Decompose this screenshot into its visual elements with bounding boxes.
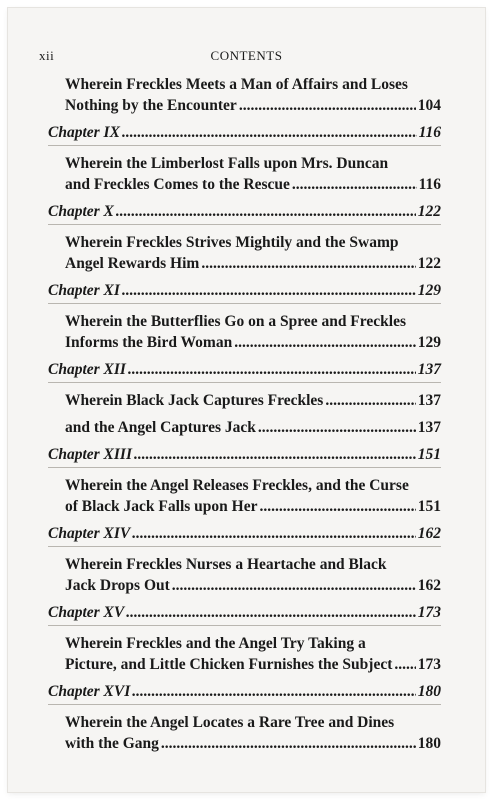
entry-text: Wherein the Angel Locates a Rare Tree and Dines xyxy=(65,714,395,731)
entry-text: Nothing by the Encounter xyxy=(65,97,237,114)
toc-entry xyxy=(65,475,441,517)
dot-leader xyxy=(292,174,417,195)
dot-leader xyxy=(128,359,416,380)
toc-entry xyxy=(65,232,441,274)
entry-page-number: 162 xyxy=(417,577,441,594)
toc-entry xyxy=(65,633,441,675)
dot-leader xyxy=(132,523,415,544)
entry-text: of Black Jack Falls upon Her xyxy=(65,498,258,515)
dot-leader xyxy=(239,95,416,116)
entry-text: Wherein the Butterflies Go on a Spree and Freckles xyxy=(65,313,406,330)
chapter-title: Chapter XVI xyxy=(48,683,131,700)
toc-entry-line xyxy=(65,496,441,517)
toc-chapter-heading xyxy=(48,201,441,225)
toc-entry xyxy=(65,417,441,438)
toc-entry xyxy=(65,311,441,353)
dot-leader xyxy=(161,733,416,754)
toc-chapter-heading xyxy=(48,681,441,705)
toc-entry xyxy=(65,390,441,411)
toc-entry-line xyxy=(65,712,441,733)
entry-text: Wherein Freckles and the Angel Try Taking a xyxy=(65,635,366,652)
toc-chapter-heading xyxy=(48,122,441,146)
entry-text: Wherein Black Jack Captures Freckles xyxy=(65,392,324,409)
dot-leader xyxy=(234,332,416,353)
entry-page-number: 173 xyxy=(417,656,441,673)
dot-leader xyxy=(126,602,416,623)
entry-text: Wherein Freckles Meets a Man of Affairs and Loses xyxy=(65,76,408,93)
chapter-title: Chapter XV xyxy=(48,604,125,621)
toc-entry-line xyxy=(65,417,441,438)
toc-entry-line xyxy=(65,575,441,596)
running-head: CONTENTS xyxy=(210,48,283,63)
book-page xyxy=(8,8,485,792)
toc-entry xyxy=(65,554,441,596)
table-of-contents xyxy=(48,74,441,760)
entry-page-number: 104 xyxy=(417,97,441,114)
entry-text: and Freckles Comes to the Rescue xyxy=(65,176,290,193)
toc-entry-line xyxy=(65,74,441,95)
toc-chapter-heading xyxy=(48,359,441,383)
entry-text: and the Angel Captures Jack xyxy=(65,419,256,436)
entry-text: Wherein the Limberlost Falls upon Mrs. Duncan xyxy=(65,155,389,172)
dot-leader xyxy=(122,122,417,143)
dot-leader xyxy=(201,253,415,274)
dot-leader xyxy=(394,654,415,675)
entry-page-number: 137 xyxy=(417,419,441,436)
chapter-page-number: 151 xyxy=(417,446,441,463)
chapter-page-number: 129 xyxy=(417,282,441,299)
entry-text: Informs the Bird Woman xyxy=(65,334,233,351)
chapter-title: Chapter XIII xyxy=(48,446,132,463)
chapter-page-number: 162 xyxy=(417,525,441,542)
dot-leader xyxy=(132,681,415,702)
toc-entry-line xyxy=(65,390,441,411)
chapter-page-number: 180 xyxy=(417,683,441,700)
entry-text: Wherein Freckles Nurses a Heartache and Black xyxy=(65,556,387,573)
page-number: xii xyxy=(39,48,55,63)
dot-leader xyxy=(325,390,415,411)
toc-entry-line xyxy=(65,174,441,195)
toc-chapter-heading xyxy=(48,523,441,547)
toc-entry-line xyxy=(65,554,441,575)
toc-chapter-heading xyxy=(48,602,441,626)
toc-entry-line xyxy=(65,311,441,332)
entry-page-number: 129 xyxy=(417,334,441,351)
entry-page-number: 116 xyxy=(418,176,441,193)
chapter-page-number: 122 xyxy=(417,203,441,220)
toc-entry-line xyxy=(65,654,441,675)
entry-text: Picture, and Little Chicken Furnishes the Subject xyxy=(65,656,393,673)
toc-entry-line xyxy=(65,633,441,654)
toc-entry-line xyxy=(65,733,441,754)
dot-leader xyxy=(259,496,415,517)
dot-leader xyxy=(116,201,416,222)
chapter-page-number: 116 xyxy=(418,124,441,141)
entry-text: Angel Rewards Him xyxy=(65,255,200,272)
entry-page-number: 151 xyxy=(417,498,441,515)
toc-chapter-heading xyxy=(48,280,441,304)
entry-page-number: 137 xyxy=(417,392,441,409)
chapter-page-number: 173 xyxy=(417,604,441,621)
chapter-title: Chapter X xyxy=(48,203,114,220)
toc-entry-line xyxy=(65,153,441,174)
dot-leader xyxy=(172,575,416,596)
chapter-page-number: 137 xyxy=(417,361,441,378)
entry-page-number: 122 xyxy=(417,255,441,272)
page-header xyxy=(8,8,485,68)
toc-entry-line xyxy=(65,332,441,353)
toc-entry xyxy=(65,153,441,195)
entry-text: Wherein Freckles Strives Mightily and the Swamp xyxy=(65,234,399,251)
entry-page-number: 180 xyxy=(417,735,441,752)
chapter-title: Chapter XII xyxy=(48,361,126,378)
toc-entry-line xyxy=(65,95,441,116)
chapter-title: Chapter XI xyxy=(48,282,120,299)
dot-leader xyxy=(258,417,416,438)
toc-entry-line xyxy=(65,232,441,253)
entry-text: Wherein the Angel Releases Freckles, and the Curse xyxy=(65,477,409,494)
chapter-title: Chapter IX xyxy=(48,124,120,141)
entry-text: with the Gang xyxy=(65,735,159,752)
toc-entry xyxy=(65,712,441,754)
entry-text: Jack Drops Out xyxy=(65,577,170,594)
toc-entry xyxy=(65,74,441,116)
toc-chapter-heading xyxy=(48,444,441,468)
toc-entry-line xyxy=(65,475,441,496)
dot-leader xyxy=(134,444,416,465)
dot-leader xyxy=(122,280,416,301)
toc-entry-line xyxy=(65,253,441,274)
chapter-title: Chapter XIV xyxy=(48,525,131,542)
